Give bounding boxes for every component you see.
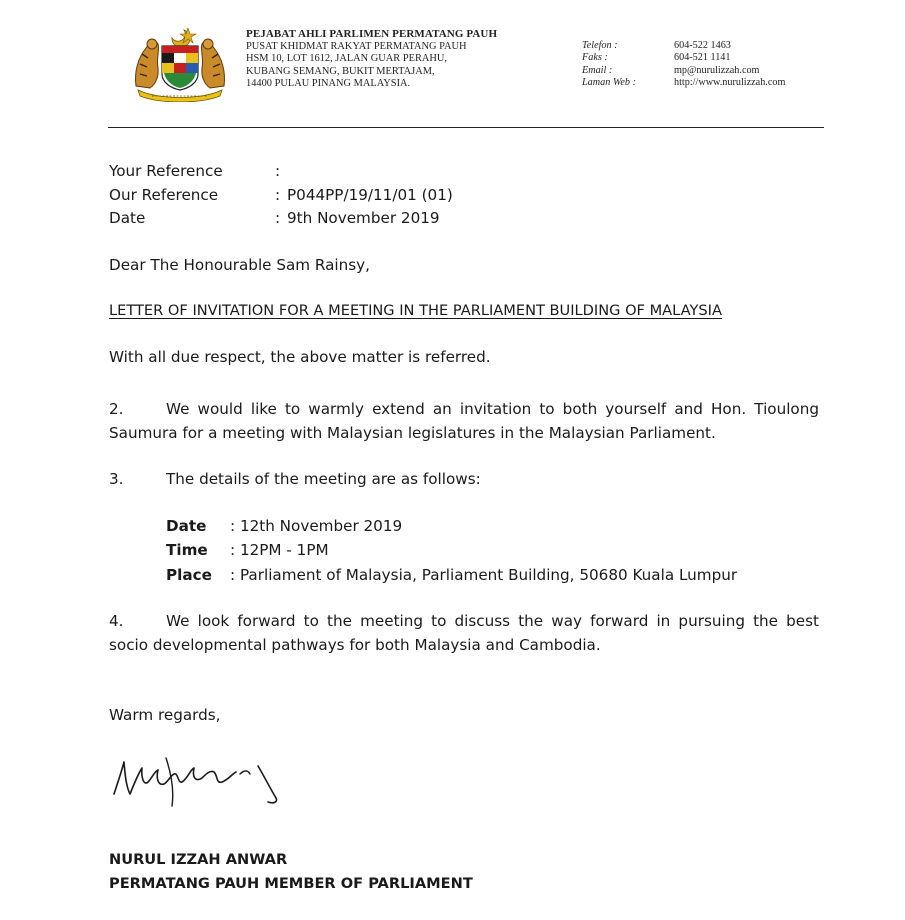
ref-colon: :	[275, 209, 281, 227]
detail-key: Place	[166, 565, 212, 584]
ref-label: Date	[109, 209, 146, 227]
our-reference-row	[109, 184, 453, 208]
address-line: KUBANG SEMANG, BUKIT MERTAJAM,	[246, 65, 435, 77]
paragraph-line: The details of the meeting are as follows:	[166, 470, 481, 488]
paragraph-line: socio developmental pathways for both Malaysia and Cambodia.	[109, 635, 601, 654]
detail-colon: :	[230, 565, 240, 584]
contact-faks	[582, 52, 785, 64]
paragraph-line: Saumura for a meeting with Malaysian legislatures in the Malaysian Parliament.	[109, 423, 716, 442]
detail-colon: :	[230, 541, 240, 560]
handwritten-signature	[108, 748, 288, 812]
contact-value: mp@nurulizzah.com	[674, 64, 760, 76]
letterhead-divider	[108, 127, 824, 128]
ref-value: 9th November 2019	[287, 209, 440, 227]
signatory-block	[109, 848, 473, 895]
closing-remark: Warm regards,	[109, 706, 221, 724]
contact-label: Telefon :	[582, 40, 618, 51]
contact-value: 604-521 1141	[674, 52, 731, 64]
detail-key: Date	[166, 517, 207, 535]
signatory-name: NURUL IZZAH ANWAR	[109, 851, 288, 868]
ref-colon: :	[275, 162, 281, 180]
detail-date	[166, 514, 737, 538]
office-name: PEJABAT AHLI PARLIMEN PERMATANG PAUH	[246, 28, 498, 40]
contact-label: Laman Web :	[582, 77, 636, 89]
signatory-title: PERMATANG PAUH MEMBER OF PARLIAMENT	[109, 874, 473, 892]
paragraph-line: We would like to warmly extend an invitation to both yourself and Hon. Tioulong	[166, 400, 819, 418]
paragraph-number: 2.	[109, 400, 124, 418]
detail-place	[166, 563, 737, 587]
contact-value: 604-522 1463	[674, 40, 731, 51]
malaysia-coat-of-arms-icon	[132, 24, 228, 102]
detail-value: Parliament of Malaysia, Parliament Building, 50680 Kuala Lumpur	[239, 565, 738, 584]
paragraph-4	[109, 610, 819, 657]
reference-block	[109, 160, 453, 231]
contact-value: http://www.nurulizzah.com	[674, 77, 786, 89]
contact-label: Email :	[582, 64, 613, 76]
ref-value: P044PP/19/11/01 (01)	[287, 185, 453, 204]
contact-website	[582, 77, 785, 89]
address-line: HSM 10, LOT 1612, JALAN GUAR PERAHU,	[246, 53, 447, 65]
date-row	[109, 207, 453, 231]
address-line: PUSAT KHIDMAT RAKYAT PERMATANG PAUH	[246, 40, 467, 52]
paragraph-number: 4.	[109, 612, 124, 630]
letter-subject: LETTER OF INVITATION FOR A MEETING IN THE PARLIAMENT BUILDING OF MALAYSIA	[109, 302, 722, 319]
ref-colon: :	[275, 185, 281, 204]
contact-block	[582, 40, 785, 90]
office-address-block	[246, 28, 497, 91]
paragraph-line: We look forward to the meeting to discuss the way forward in pursuing the best	[166, 612, 819, 630]
ref-label: Our Reference	[109, 185, 219, 204]
meeting-details	[166, 514, 737, 587]
paragraph-number: 3.	[109, 470, 124, 488]
detail-time	[166, 538, 737, 562]
address-line: 14400 PULAU PINANG MALAYSIA.	[246, 78, 411, 90]
contact-email	[582, 65, 785, 77]
paragraph-2	[109, 398, 819, 445]
ref-label: Your Reference	[109, 162, 223, 180]
intro-sentence: With all due respect, the above matter is referred.	[109, 348, 491, 366]
salutation: Dear The Honourable Sam Rainsy,	[109, 256, 370, 274]
contact-telefon	[582, 40, 785, 52]
letterhead	[0, 0, 905, 130]
detail-key: Time	[166, 541, 208, 560]
paragraph-3	[109, 468, 819, 492]
detail-value: 12th November 2019	[239, 517, 403, 535]
contact-label: Faks :	[582, 52, 608, 64]
detail-value: 12PM - 1PM	[239, 541, 329, 560]
your-reference-row	[109, 160, 453, 184]
detail-colon: :	[230, 517, 240, 535]
